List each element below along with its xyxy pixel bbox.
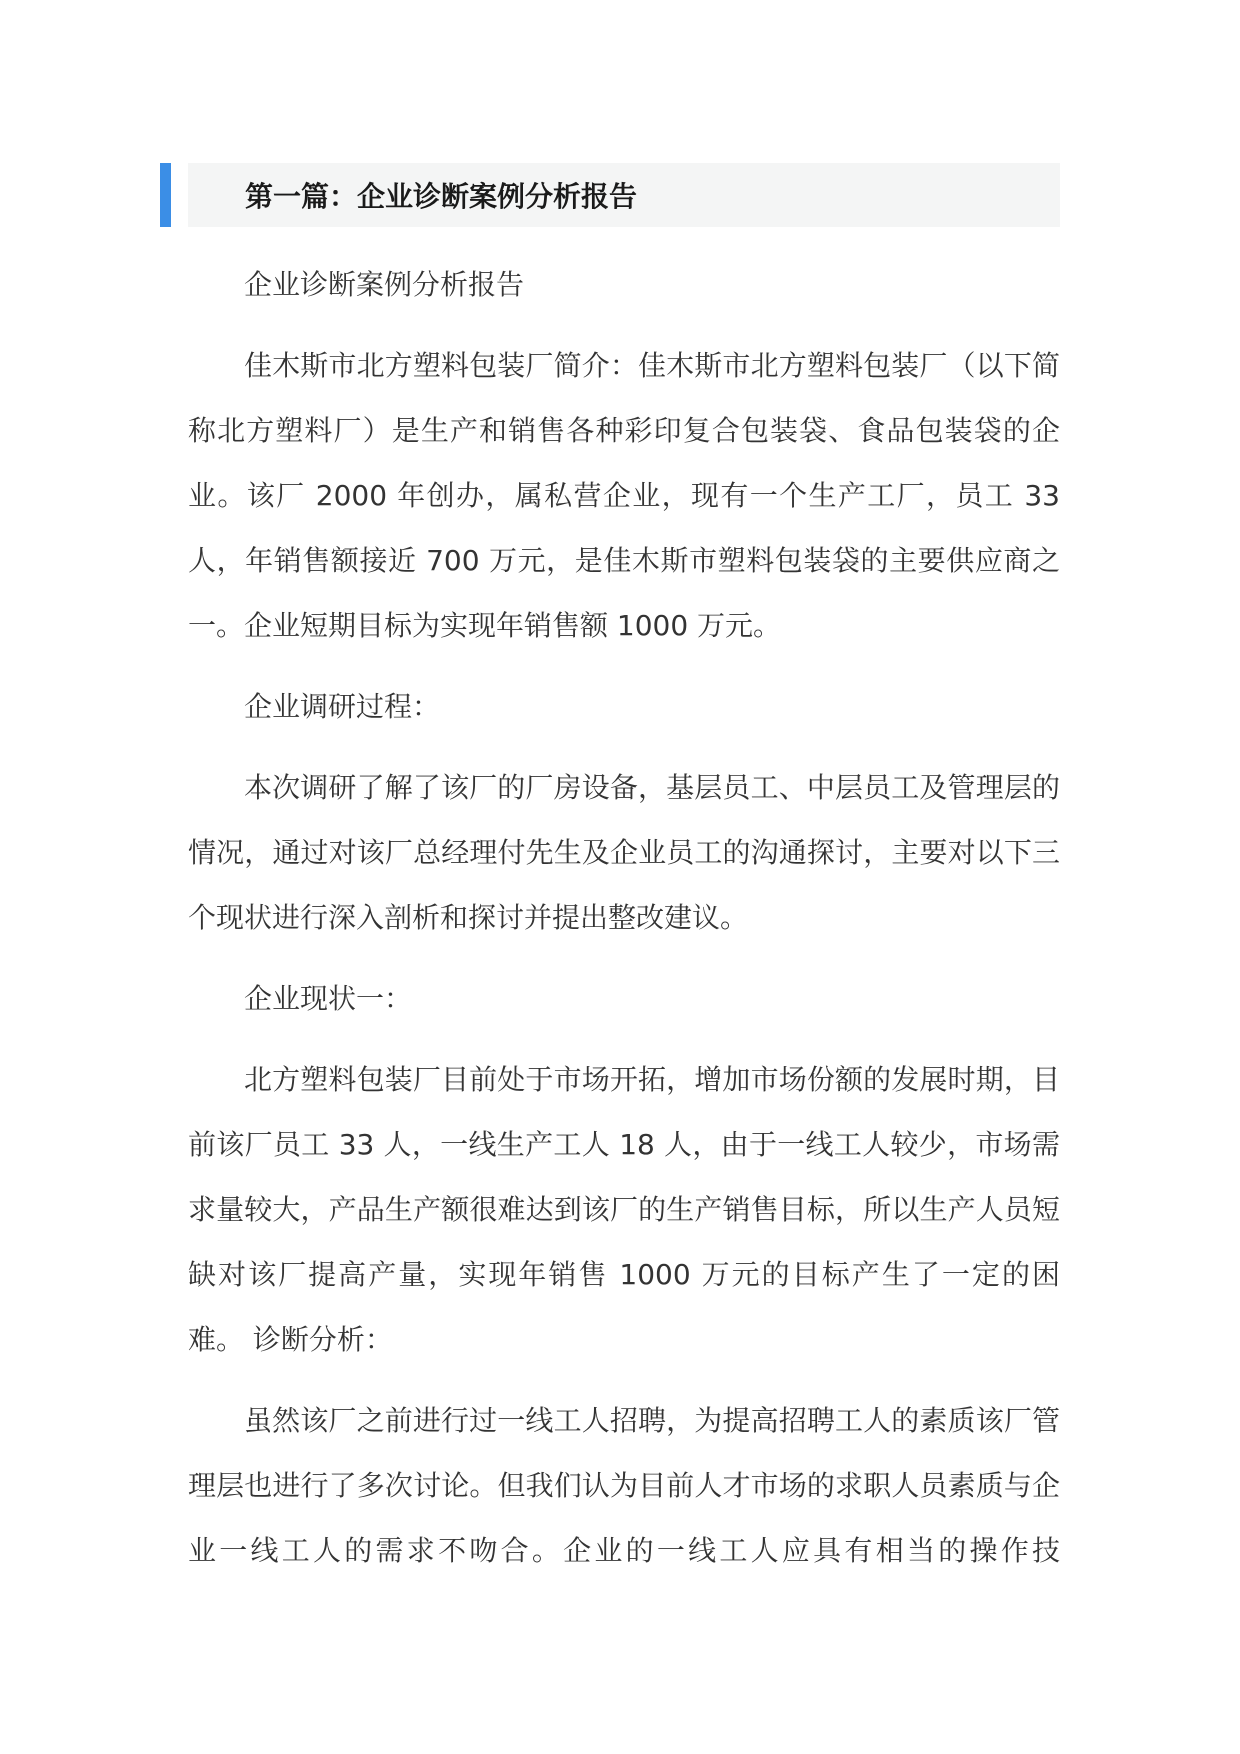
paragraph-research-process: 本次调研了解了该厂的厂房设备，基层员工、中层员工及管理层的情况，通过对该厂总经理付先生及企业员工的沟通探讨，主要对以下三个现状进行深入剖析和探讨并提出整改建议。 — [188, 771, 1060, 934]
document-body — [188, 252, 1060, 1599]
paragraph-diagnosis: 虽然该厂之前进行过一线工人招聘，为提高招聘工人的素质该厂管理层也进行了多次讨论。但我们认为目前人才市场的求职人员素质与企业一线工人的需求不吻合。企业的一线工人应具有相当的操作技 — [188, 1404, 1060, 1567]
section-heading — [188, 163, 1060, 227]
heading-accent-bar — [160, 163, 171, 227]
page-title: 第一篇：企业诊断案例分析报告 — [245, 180, 638, 213]
paragraph-status-one-heading: 企业现状一： — [244, 982, 413, 1015]
paragraph-company-intro: 佳木斯市北方塑料包装厂简介：佳木斯市北方塑料包装厂（以下简称北方塑料厂）是生产和销售各种彩印复合包装袋、食品包装袋的企业。该厂 2000 年创办，属私营企业，现有一个生产工厂，员工 33 人，年销售额接近 700 万元，是佳木斯市塑料包装袋的主要供应商之一。企业短期目标为实现年销售额 1000 万元。 — [188, 349, 1060, 642]
paragraph-status-one: 北方塑料包装厂目前处于市场开拓，增加市场份额的发展时期，目前该厂员工 33 人，一线生产工人 18 人，由于一线工人较少，市场需求量较大，产品生产额很难达到该厂的生产销售目标，所以生产人员短缺对该厂提高产量，实现年销售 1000 万元的目标产生了一定的困难。 诊断分析： — [188, 1063, 1060, 1356]
paragraph-research-heading: 企业调研过程： — [244, 690, 441, 723]
paragraph-report-title: 企业诊断案例分析报告 — [244, 268, 525, 301]
